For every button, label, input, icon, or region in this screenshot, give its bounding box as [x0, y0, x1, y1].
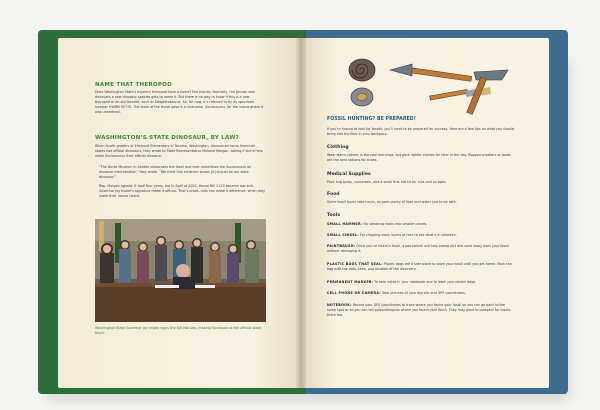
medical-supplies-body: Pack bug spray, sunscreen, and a small first aid kit for cuts and scrapes.	[327, 180, 447, 184]
tool-desc: For breaking rocks into smaller pieces.	[363, 222, 428, 226]
section-heading-name-that-theropod: NAME THAT THEROPOD	[95, 82, 172, 88]
tools-heading: Tools	[327, 213, 341, 218]
tool-name: PLASTIC BAGS THAT SEAL:	[327, 262, 383, 266]
tool-item	[327, 262, 513, 272]
photo-caption: Washington State Governor Jay Inslee signs the bill into law, making Suciasaurus the official state fossil.	[95, 326, 261, 335]
fossil-hunting-intro: If you’re hoping to look for fossils, you’ll need to be prepared for success. Here are a few tips on what you should bring into the field in your backpack.	[327, 127, 515, 136]
clothing-body: Wear warm clothes in the cool mornings, but pack lighter clothes for later in the day. Rugged sneakers or boots are the best options for shoes.	[327, 153, 512, 162]
quote-paragraph: “The Burke Museum in Seattle showcases the fossil and even advertises the Suciasaurus on museum merchandise,” they wrote. “We think this evidence shows [it] should be our state dinosaur.”	[99, 165, 252, 179]
clothing-heading: Clothing	[327, 145, 349, 150]
fossil-hunting-heading: FOSSIL HUNTING? BE PREPARED!	[327, 117, 416, 122]
shell-fossil-icon	[350, 87, 374, 107]
tool-desc: Take pictures of your dig site and GPS coordinates.	[381, 291, 466, 295]
tool-name: SMALL HAMMER:	[327, 222, 363, 226]
tool-item	[327, 291, 513, 296]
tool-item	[327, 222, 513, 227]
tool-desc: For chipping away layers of rock to see what’s in between.	[359, 233, 457, 237]
tool-desc: Once you’ve found a fossil, a paintbrush will help sweep dirt and sand away from your fossil without damaging it.	[327, 244, 509, 253]
tool-item	[327, 280, 513, 285]
tool-name: PAINTBRUSH:	[327, 244, 356, 248]
section-body-state-dinosaur: When fourth graders at Elmhurst Elementary in Tacoma, Washington, discovered some American states had official dinosaurs, they wrote to State Representative Melanie Morgan, asking if she’d help make Suciasaurus their official dinosaur.	[95, 144, 263, 158]
tool-item	[327, 303, 513, 318]
food-heading: Food	[327, 192, 340, 197]
rock-hammer-icon	[458, 68, 514, 118]
tool-name: SMALL CHISEL:	[327, 233, 359, 237]
section-body-name-that-theropod: Does Washington State’s mystery theropod have a name? Not exactly. Normally, the person who discovers a new dinosaur species gets to name it. But there is no way to know if this is a new theropod or an old favorite, such as Daspletosaurus. So, for now, it’s referred to by its specimen number UWBM 95770. The team of the Burke gave it a nickname, Suciasaurus, for the island where it was unearthed.	[95, 90, 264, 114]
medical-supplies-heading: Medical Supplies	[327, 172, 371, 177]
book-spine	[296, 38, 306, 388]
food-body: Some fossil hunts take hours, so pack plenty of food and water just to be safe.	[327, 200, 457, 204]
ammonite-fossil-icon	[348, 58, 376, 82]
tool-desc: To take notes in your notebook and to label your plastic bags.	[374, 280, 477, 284]
bill-signing-illustration	[95, 219, 266, 322]
tool-name: CELL PHONE OR CAMERA:	[327, 291, 381, 295]
bill-signing-photo	[95, 219, 266, 322]
tool-name: NOTEBOOK:	[327, 303, 352, 307]
tool-item	[327, 244, 513, 254]
tool-name: PERMANENT MARKER:	[327, 280, 374, 284]
closing-paragraph: Rep. Morgan agreed. It took four years, but in April of 2023, House Bill 2133 became law and Governor Jay Inslee’s signature made it official. That’s proof—kids can make a difference, when they make their voices heard.	[99, 184, 265, 198]
tool-item	[327, 233, 513, 238]
tool-desc: Plastic bags are a safe place to store your fossil until you get home. Mark the bag with the date, time, and location of the discovery.	[327, 262, 512, 271]
section-heading-state-dinosaur: WASHINGTON’S STATE DINOSAUR, BY LAW?	[95, 135, 240, 141]
tool-desc: Record your GPS coordinates to track where you found your fossil so you can go back to the same spot or so you can tell paleontologists where you found your fossil. They may want to prospect for fossils there too.	[327, 303, 511, 317]
